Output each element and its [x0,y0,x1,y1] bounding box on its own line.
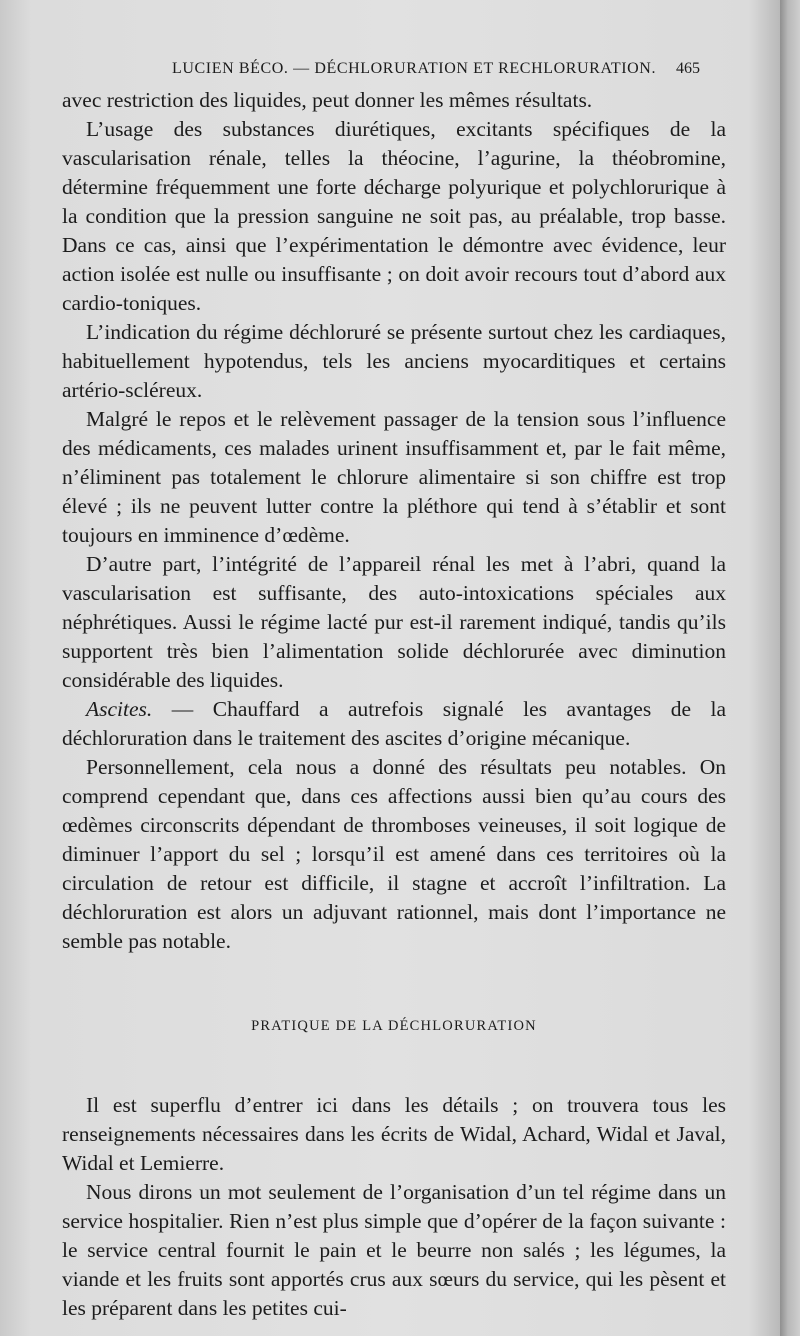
paragraph-continuation: avec restriction des liquides, peut donner les mêmes résultats. [62,88,593,112]
page-number: 465 [676,60,700,77]
running-head [0,60,780,86]
book-binding-edge [780,0,800,1336]
ascites-label: Ascites. [86,697,153,721]
section-heading: PRATIQUE DE LA DÉCHLORURATION [251,1018,537,1034]
paragraph-personnellement: Personnellement, cela nous a donné des résultats peu notables. On comprend cependant que, dans ces affections aussi bien qu’au cours des œdèmes circonscrits dépendant de thromboses veineuses, il soit logique de diminuer l’apport du sel ; lorsqu’il est amené dans ces territoires où la circulation de retour est difficile, il stagne et accroît l’infiltration. La déchloruration est alors un adjuvant rationnel, mais dont l’importance ne semble pas notable. [62,755,726,953]
body-text [62,86,726,1323]
paragraph-autre-part: D’autre part, l’intégrité de l’appareil rénal les met à l’abri, quand la vascularisation est suffisante, des auto-intoxications spéciales aux néphrétiques. Aussi le régime lacté pur est-il rarement indiqué, tandis qu’ils supportent très bien l’alimentation solide déchlorurée avec diminution considérable des liquides. [62,552,726,692]
paragraph-indication: L’indication du régime déchloruré se présente surtout chez les cardiaques, habituellement hypotendus, tels les anciens myocarditiques et certains artério-scléreux. [62,320,726,402]
paragraph-ascites [62,695,726,753]
paragraph-organisation: Nous dirons un mot seulement de l’organisation d’un tel régime dans un service hospitalier. Rien n’est plus simple que d’opérer de la façon suivante : le service central fournit le pain et le beurre non salés ; les légumes, la viande et les fruits sont apportés crus aux sœurs du service, qui les pèsent et les préparent dans les petites cui- [62,1180,726,1320]
paragraph-malgre: Malgré le repos et le relèvement passager de la tension sous l’influence des médicaments, ces malades urinent insuffisamment et, par le fait même, n’éliminent pas totalement le chlorure alimentaire si son chiffre est trop élevé ; ils ne peuvent lutter contre la pléthore qui tend à s’établir et sont toujours en imminence d’œdème. [62,407,726,547]
ascites-text: — Chauffard a autrefois signalé les avantages de la déchloruration dans le traitement des ascites d’origine mécanique. [62,697,726,750]
paragraph-diuretics: L’usage des substances diurétiques, excitants spécifiques de la vascularisation rénale, telles la théocine, l’agurine, la théobromine, détermine fréquemment une forte décharge polyurique et polychlorurique à la condition que la pression sanguine ne soit pas, au préalable, trop basse. Dans ce cas, ainsi que l’expérimentation le démontre avec évidence, leur action isolée est nulle ou insuffisante ; on doit avoir recours tout d’abord aux cardio-toniques. [62,117,726,315]
running-title: LUCIEN BÉCO. — DÉCHLORURATION ET RECHLORURATION. [172,60,657,77]
paragraph-superflu: Il est superflu d’entrer ici dans les détails ; on trouvera tous les renseignements nécessaires dans les écrits de Widal, Achard, Widal et Javal, Widal et Lemierre. [62,1093,726,1175]
